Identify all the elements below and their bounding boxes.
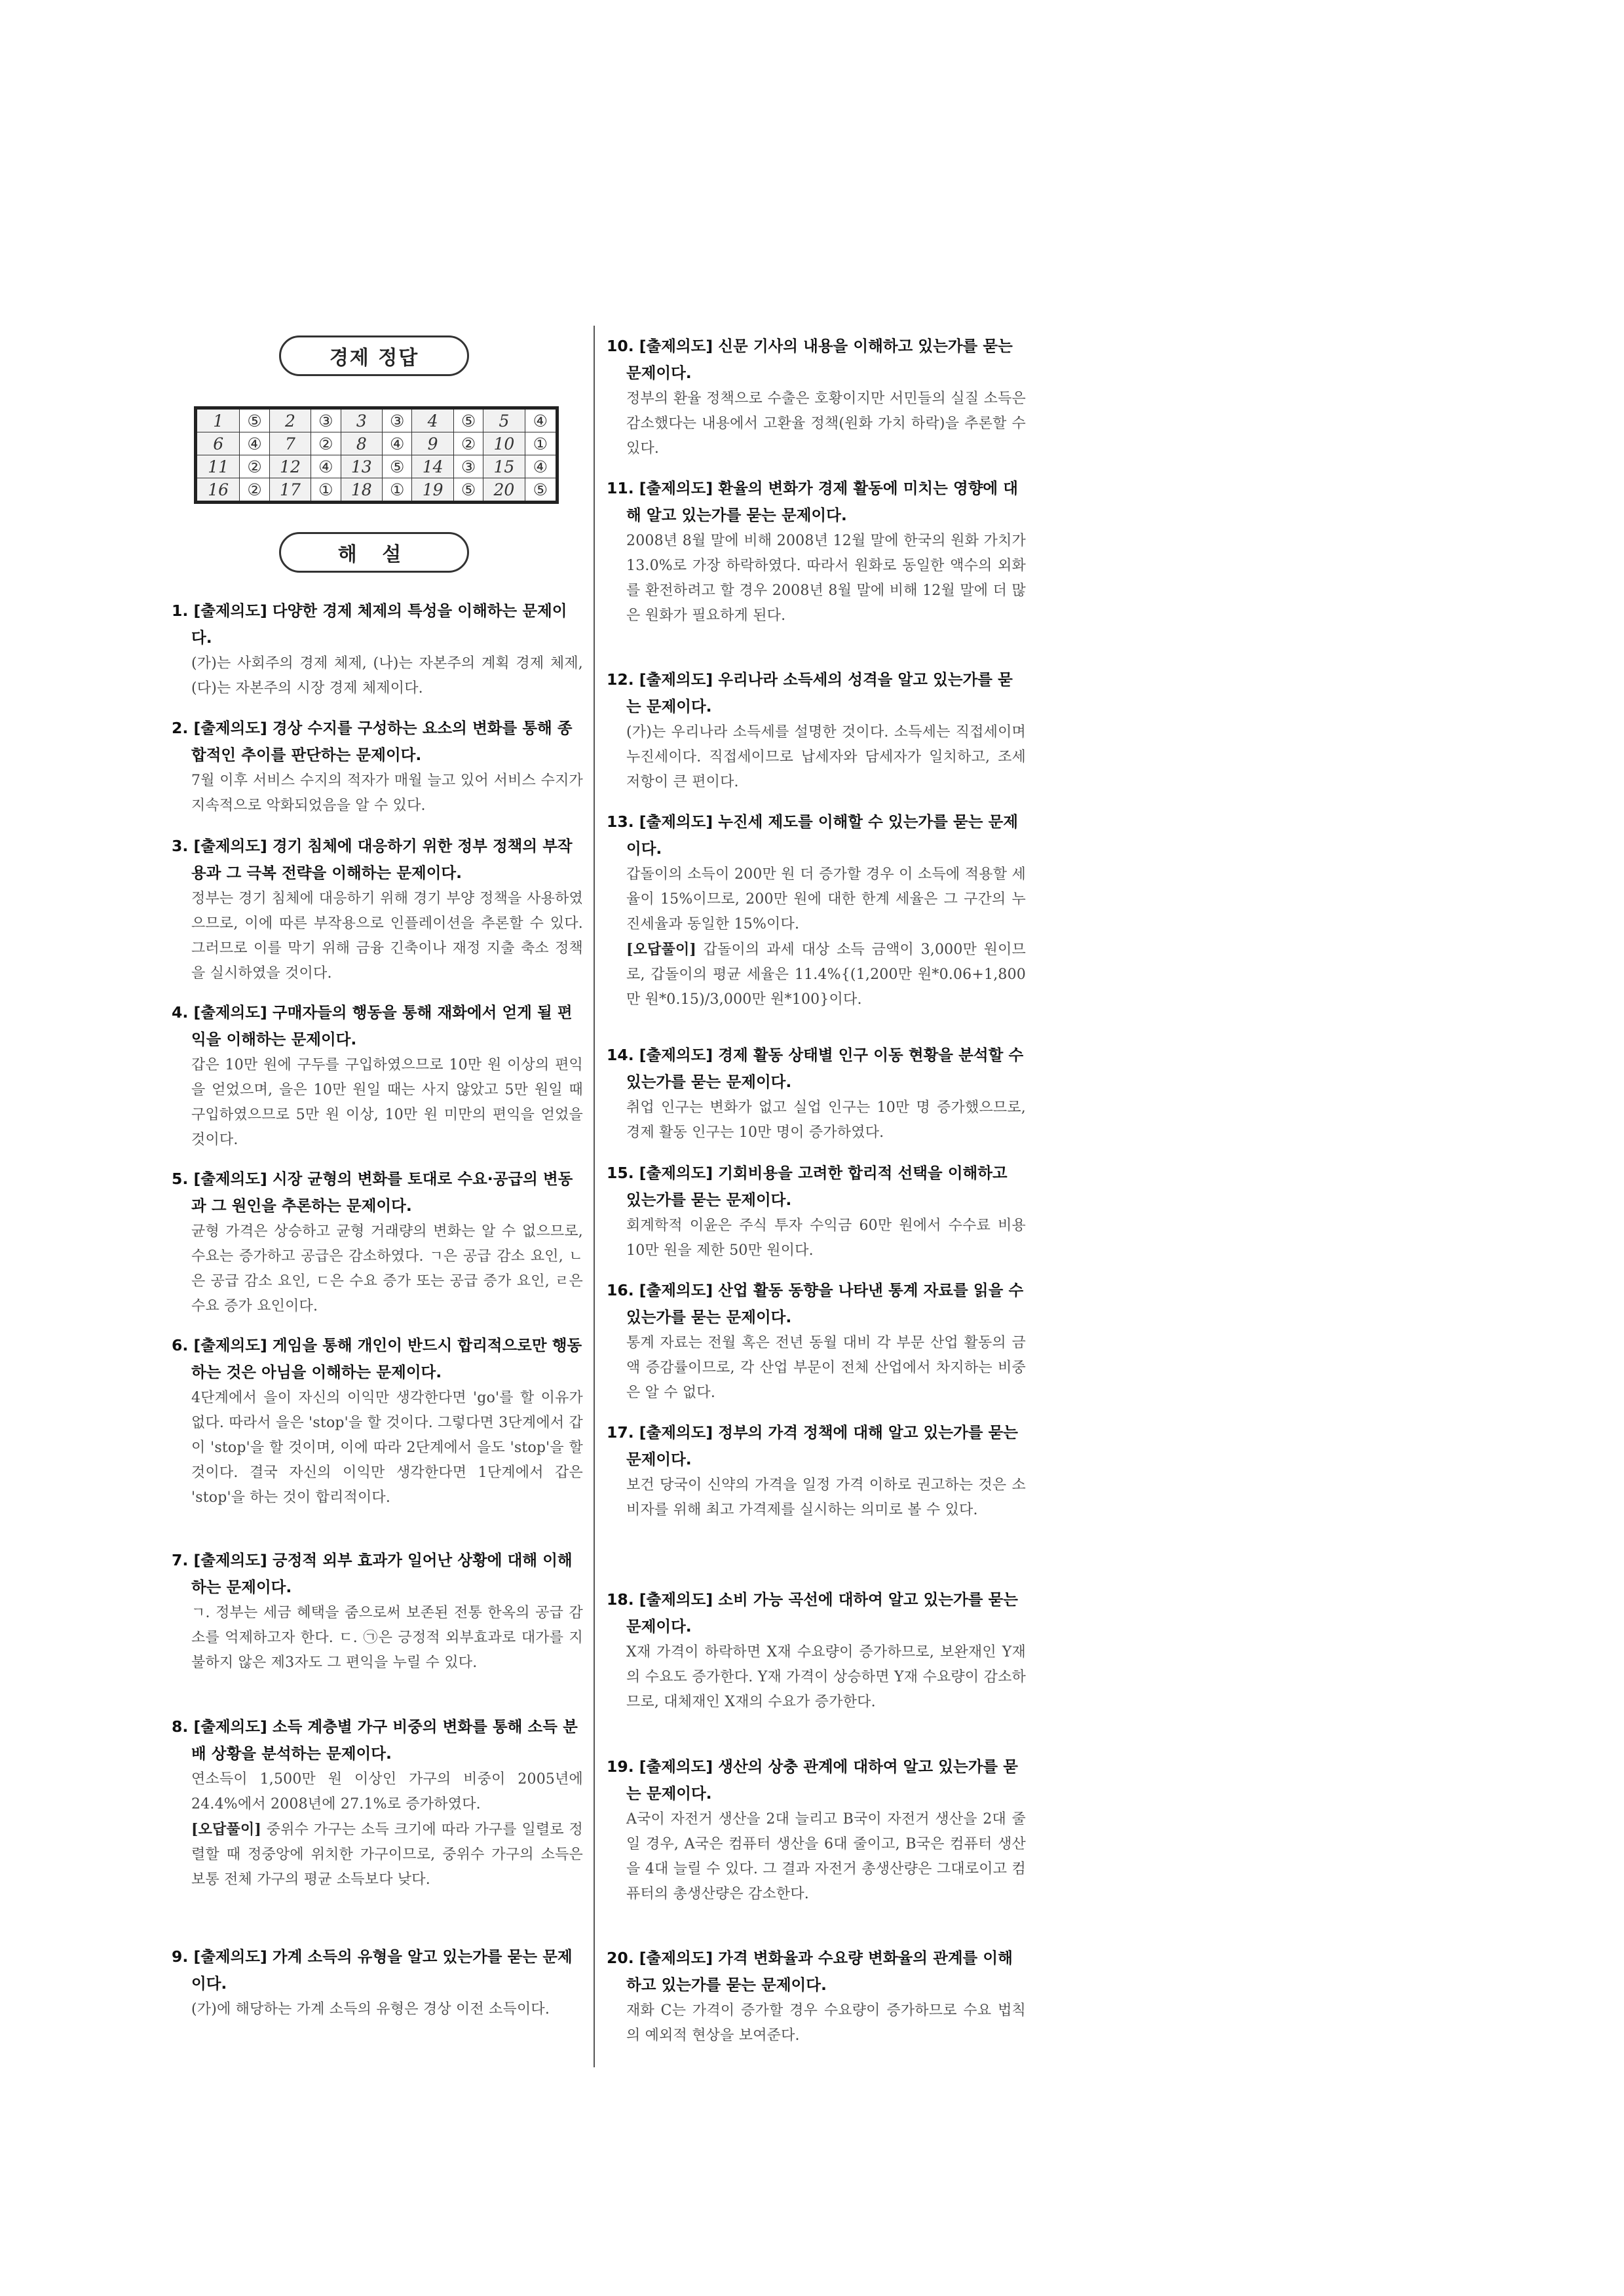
- question-intent: 14. [출제의도] 경제 활동 상태별 인구 이동 현황을 분석할 수 있는가를 묻는 문제이다.: [607, 1046, 1024, 1091]
- answer-row: [196, 455, 557, 478]
- answer-choice: ④: [311, 455, 341, 478]
- answer-choice: ④: [525, 455, 557, 478]
- wrong-answer-text: 중위수 가구는 소득 크기에 따라 가구를 일렬로 정렬할 때 정중앙에 위치한 가구이므로, 중위수 가구의 소득은 보통 전체 가구의 평균 소득보다 낮다.: [191, 1822, 583, 1888]
- answer-choice: ③: [453, 455, 483, 478]
- question-intent: 18. [출제의도] 소비 가능 곡선에 대하여 알고 있는가를 묻는 문제이다.: [607, 1590, 1018, 1636]
- answer-choice: ④: [525, 408, 557, 432]
- column-divider: [594, 326, 595, 2067]
- explanation-text: 정부는 경기 침체에 대응하기 위해 경기 부양 정책을 사용하였으므로, 이에 따른 부작용으로 인플레이션을 추론할 수 있다. 그러므로 이를 막기 위해 금융 긴축이나 재정 지출 축소 정책을 실시하였을 것이다.: [191, 890, 583, 982]
- answer-choice: ①: [311, 478, 341, 503]
- explanation-item-5: [172, 1166, 583, 1319]
- explanation-text: 재화 C는 가격이 증가할 경우 수요량이 증가하므로 수요 법칙의 예외적 현상을 보여준다.: [626, 2002, 1026, 2044]
- explanation-title: 해 설: [279, 532, 469, 573]
- question-intent: 4. [출제의도] 구매자들의 행동을 통해 재화에서 얻게 될 편익을 이해하는 문제이다.: [172, 1003, 573, 1048]
- answer-choice: ⑤: [525, 478, 557, 503]
- question-number: 7: [269, 432, 311, 455]
- explanation-item-14: [607, 1042, 1026, 1145]
- explanation-main: 갑돌이의 소득이 200만 원 더 증가할 경우 이 소득에 적용할 세율이 15%이므로, 200만 원에 대한 한계 세율은 그 구간의 누진세율과 동일한 15%이다.: [626, 866, 1026, 932]
- question-intent: 13. [출제의도] 누진세 제도를 이해할 수 있는가를 묻는 문제이다.: [607, 813, 1018, 858]
- explanation-text: 통계 자료는 전월 혹은 전년 동월 대비 각 부문 산업 활동의 금액 증감률이므로, 각 산업 부문이 전체 산업에서 차지하는 비중은 알 수 없다.: [626, 1335, 1026, 1401]
- explanation-item-4: [172, 999, 583, 1153]
- explanation-item-7: [172, 1547, 583, 1675]
- explanation-text: (가)는 우리나라 소득세를 설명한 것이다. 소득세는 직접세이며 누진세이다. 직접세이므로 납세자와 담세자가 일치하고, 조세 저항이 큰 편이다.: [626, 724, 1026, 790]
- answer-choice: ④: [240, 432, 269, 455]
- question-intent: 9. [출제의도] 가계 소득의 유형을 알고 있는가를 묻는 문제이다.: [172, 1947, 573, 1993]
- question-number: 4: [412, 408, 454, 432]
- explanation-item-18: [607, 1586, 1026, 1715]
- question-intent: 15. [출제의도] 기회비용을 고려한 합리적 선택을 이해하고 있는가를 묻는 문제이다.: [607, 1164, 1008, 1209]
- question-intent: 10. [출제의도] 신문 기사의 내용을 이해하고 있는가를 묻는 문제이다.: [607, 337, 1013, 382]
- answer-choice: ①: [525, 432, 557, 455]
- explanation-item-17: [607, 1419, 1026, 1523]
- question-number: 19: [412, 478, 454, 503]
- explanation-text: 4단계에서 을이 자신의 이익만 생각한다면 'go'를 할 이유가 없다. 따라서 을은 'stop'을 할 것이다. 그렇다면 3단계에서 갑이 'stop'을 할 것이며, 이에 따라 2단계에서 을도 'stop'을 할 것이다. 결국 자신의 이익만 생각한다면 1단계에서 갑은 'stop'을 하는 것이 합리적이다.: [191, 1390, 583, 1506]
- explanation-item-8: [172, 1713, 583, 1892]
- explanation-item-12: [607, 666, 1026, 795]
- answer-choice: ②: [311, 432, 341, 455]
- wrong-answer-label: [오답풀이]: [191, 1821, 262, 1838]
- answer-choice: ⑤: [453, 408, 483, 432]
- explanation-item-11: [607, 475, 1026, 628]
- question-number: 12: [269, 455, 311, 478]
- answer-choice: ②: [453, 432, 483, 455]
- explanation-text: 취업 인구는 변화가 없고 실업 인구는 10만 명 증가했으므로, 경제 활동 인구는 10만 명이 증가하였다.: [626, 1100, 1026, 1141]
- question-number: 13: [341, 455, 383, 478]
- explanation-text: 보건 당국이 신약의 가격을 일정 가격 이하로 권고하는 것은 소비자를 위해 최고 가격제를 실시하는 의미로 볼 수 있다.: [626, 1477, 1026, 1518]
- question-intent: 16. [출제의도] 산업 활동 동향을 나타낸 통계 자료를 읽을 수 있는가를 묻는 문제이다.: [607, 1281, 1024, 1326]
- explanation-item-15: [607, 1160, 1026, 1263]
- question-number: 16: [196, 478, 240, 503]
- explanation-text: 7월 이후 서비스 수지의 적자가 매월 늘고 있어 서비스 수지가 지속적으로 악화되었음을 알 수 있다.: [191, 773, 583, 814]
- question-intent: 11. [출제의도] 환율의 변화가 경제 활동에 미치는 영향에 대해 알고 있는가를 묻는 문제이다.: [607, 479, 1018, 524]
- wrong-answer-label: [오답풀이]: [626, 941, 697, 958]
- explanation-main: 연소득이 1,500만 원 이상인 가구의 비중이 2005년에 24.4%에서 2008년에 27.1%로 증가하였다.: [191, 1771, 583, 1812]
- explanation-text: 갑은 10만 원에 구두를 구입하였으므로 10만 원 이상의 편익을 얻었으며, 을은 10만 원일 때는 사지 않았고 5만 원일 때 구입하였으므로 5만 원 이상, 10만 원 미만의 편익을 얻었을 것이다.: [191, 1057, 583, 1148]
- answer-choice: ⑤: [240, 408, 269, 432]
- question-intent: 5. [출제의도] 시장 균형의 변화를 토대로 수요·공급의 변동과 그 원인을 추론하는 문제이다.: [172, 1170, 573, 1215]
- question-number: 20: [483, 478, 525, 503]
- question-number: 2: [269, 408, 311, 432]
- answer-choice: ①: [383, 478, 412, 503]
- question-intent: 8. [출제의도] 소득 계층별 가구 비중의 변화를 통해 소득 분배 상황을 분석하는 문제이다.: [172, 1717, 578, 1763]
- explanation-text: 정부의 환율 정책으로 수출은 호황이지만 서민들의 실질 소득은 감소했다는 내용에서 고환율 정책(원화 가치 하락)을 추론할 수 있다.: [626, 391, 1026, 457]
- explanation-text: 균형 가격은 상승하고 균형 거래량의 변화는 알 수 없으므로, 수요는 증가하고 공급은 감소하였다. ㄱ은 공급 감소 요인, ㄴ은 공급 감소 요인, ㄷ은 수요 증가 또는 공급 증가 요인, ㄹ은 수요 증가 요인이다.: [191, 1223, 583, 1314]
- question-intent: 3. [출제의도] 경기 침체에 대응하기 위한 정부 정책의 부작용과 그 극복 전략을 이해하는 문제이다.: [172, 837, 573, 882]
- explanation-item-16: [607, 1277, 1026, 1406]
- answer-table: [194, 406, 559, 504]
- question-intent: 2. [출제의도] 경상 수지를 구성하는 요소의 변화를 통해 종합적인 추이를 판단하는 문제이다.: [172, 719, 573, 764]
- question-intent: 20. [출제의도] 가격 변화율과 수요량 변화율의 관계를 이해하고 있는가를 묻는 문제이다.: [607, 1949, 1013, 1994]
- question-number: 11: [196, 455, 240, 478]
- explanation-text: X재 가격이 하락하면 X재 수요량이 증가하므로, 보완재인 Y재의 수요도 증가한다. Y재 가격이 상승하면 Y재 수요량이 감소하므로, 대체재인 X재의 수요가 증가한다.: [626, 1644, 1026, 1710]
- explanation-text: A국이 자전거 생산을 2대 늘리고 B국이 자전거 생산을 2대 줄일 경우, A국은 컴퓨터 생산을 6대 줄이고, B국은 컴퓨터 생산을 4대 늘릴 수 있다. 그 결과 자전거 총생산량은 그대로이고 컴퓨터의 총생산량은 감소한다.: [626, 1811, 1026, 1902]
- question-intent: 1. [출제의도] 다양한 경제 체제의 특성을 이해하는 문제이다.: [172, 602, 567, 647]
- answer-choice: ②: [240, 455, 269, 478]
- explanation-text: ㄱ. 정부는 세금 혜택을 줌으로써 보존된 전통 한옥의 공급 감소를 억제하고자 한다. ㄷ. ㉠은 긍정적 외부효과로 대가를 지불하지 않은 제3자도 그 편익을 누릴 수 있다.: [191, 1605, 583, 1671]
- question-number: 17: [269, 478, 311, 503]
- question-number: 14: [412, 455, 454, 478]
- question-number: 18: [341, 478, 383, 503]
- question-intent: 12. [출제의도] 우리나라 소득세의 성격을 알고 있는가를 묻는 문제이다.: [607, 670, 1013, 716]
- answer-choice: ③: [383, 408, 412, 432]
- answers-title: 경제 정답: [279, 335, 469, 376]
- question-intent: 7. [출제의도] 긍정적 외부 효과가 일어난 상황에 대해 이해하는 문제이다.: [172, 1551, 573, 1596]
- explanation-text: (가)는 사회주의 경제 체제, (나)는 자본주의 계획 경제 체제, (다)는 자본주의 시장 경제 체제이다.: [191, 655, 583, 697]
- explanation-item-9: [172, 1943, 583, 2022]
- explanation-item-3: [172, 833, 583, 986]
- question-number: 8: [341, 432, 383, 455]
- explanation-text: 회계학적 이윤은 주식 투자 수익금 60만 원에서 수수료 비용 10만 원을 제한 50만 원이다.: [626, 1217, 1026, 1259]
- explanation-item-1: [172, 598, 583, 701]
- question-intent: 6. [출제의도] 게임을 통해 개인이 반드시 합리적으로만 행동하는 것은 아님을 이해하는 문제이다.: [172, 1336, 582, 1381]
- explanation-text: [172, 1767, 583, 1892]
- question-number: 5: [483, 408, 525, 432]
- answer-choice: ②: [240, 478, 269, 503]
- answer-row: [196, 478, 557, 503]
- question-number: 15: [483, 455, 525, 478]
- question-number: 9: [412, 432, 454, 455]
- answer-choice: ⑤: [383, 455, 412, 478]
- question-number: 6: [196, 432, 240, 455]
- answer-choice: ④: [383, 432, 412, 455]
- question-number: 1: [196, 408, 240, 432]
- answer-choice: ③: [311, 408, 341, 432]
- explanation-item-10: [607, 333, 1026, 461]
- explanation-item-19: [607, 1753, 1026, 1907]
- explanation-text: 2008년 8월 말에 비해 2008년 12월 말에 한국의 원화 가치가 13.0%로 가장 하락하였다. 따라서 원화로 동일한 액수의 외화를 환전하려고 할 경우 2008년 8월 말에 비해 12월 말에 더 많은 원화가 필요하게 된다.: [626, 533, 1026, 624]
- explanation-item-6: [172, 1332, 583, 1510]
- explanation-text: [607, 862, 1026, 1012]
- explanation-item-13: [607, 809, 1026, 1012]
- question-intent: 19. [출제의도] 생산의 상충 관계에 대하여 알고 있는가를 묻는 문제이다.: [607, 1757, 1018, 1803]
- explanation-item-20: [607, 1945, 1026, 2048]
- answer-row: [196, 432, 557, 455]
- question-number: 3: [341, 408, 383, 432]
- answer-choice: ⑤: [453, 478, 483, 503]
- explanation-text: (가)에 해당하는 가계 소득의 유형은 경상 이전 소득이다.: [191, 2001, 550, 2018]
- answer-row: [196, 408, 557, 432]
- question-intent: 17. [출제의도] 정부의 가격 정책에 대해 알고 있는가를 묻는 문제이다.: [607, 1423, 1018, 1468]
- explanation-item-2: [172, 715, 583, 818]
- wrong-answer-text: 갑돌이의 과세 대상 소득 금액이 3,000만 원이므로, 갑돌이의 평균 세율은 11.4%{(1,200만 원*0.06+1,800만 원*0.15)/3,000만 원*100}이다.: [626, 942, 1026, 1008]
- question-number: 10: [483, 432, 525, 455]
